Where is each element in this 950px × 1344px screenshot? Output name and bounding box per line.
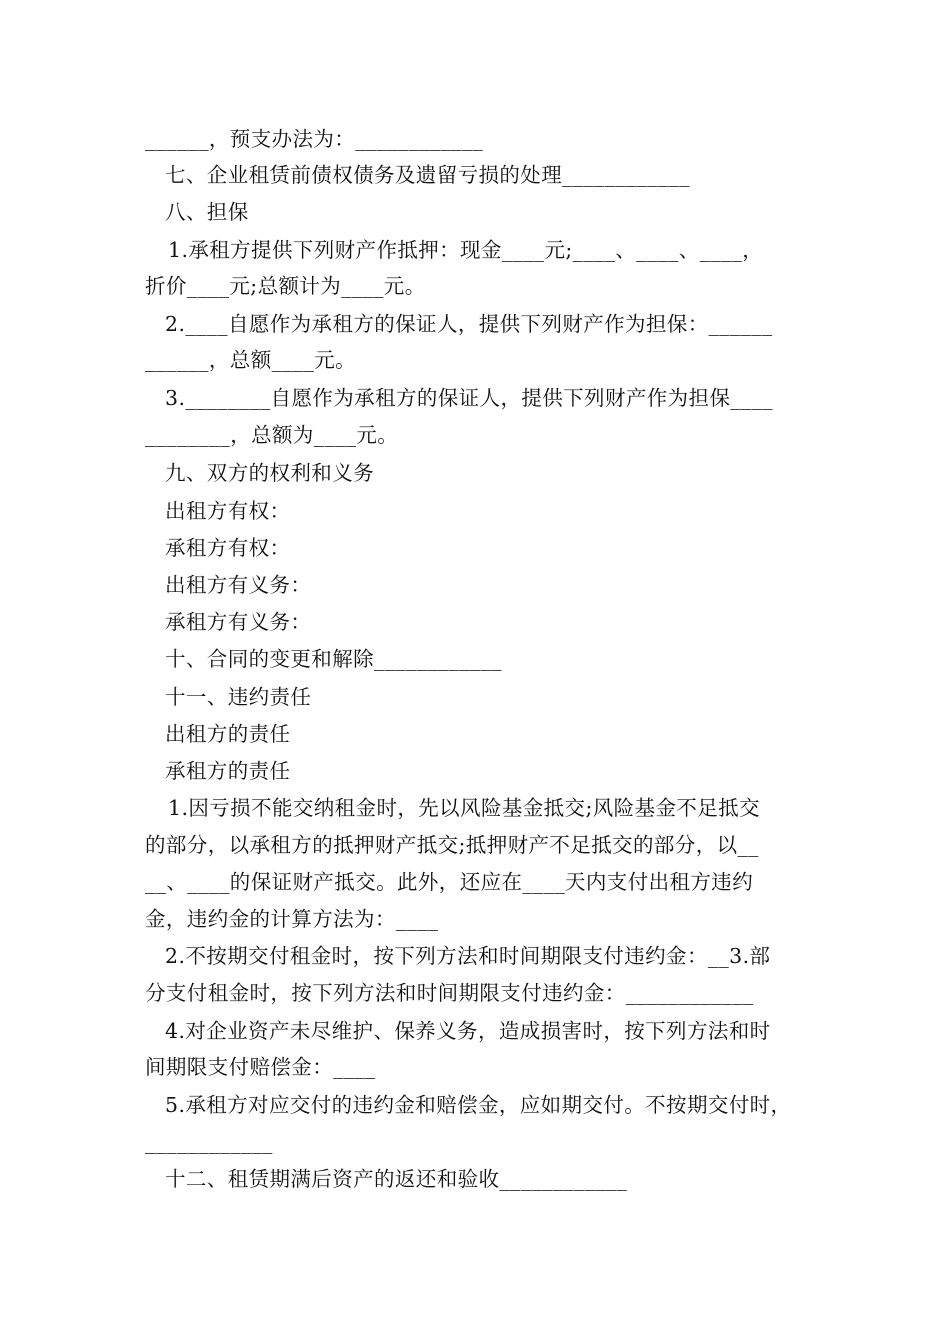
liability-item-5: 5.承租方对应交付的违约金和赔偿金，应如期交付。不按期交付时，	[165, 1093, 792, 1117]
lessor-rights: 出租方有权：	[165, 499, 291, 523]
text-line-prepay-method: ______，预支办法为：____________	[145, 127, 483, 151]
section-9-heading: 九、双方的权利和义务	[165, 461, 374, 485]
section-12-heading: 十二、租赁期满后资产的返还和验收____________	[165, 1167, 628, 1191]
section-10-heading: 十、合同的变更和解除____________	[165, 647, 502, 671]
lessee-obligations: 承租方有义务：	[165, 610, 312, 634]
section-11-heading: 十一、违约责任	[165, 685, 312, 709]
guarantee-item-3: 3.________自愿作为承租方的保证人，提供下列财产作为担保____	[165, 386, 773, 410]
section-8-heading: 八、担保	[165, 200, 249, 224]
liability-item-1-cont-3: 金，违约金的计算方法为：____	[145, 907, 439, 931]
liability-item-3-cont: 分支付租金时，按下列方法和时间期限支付违约金：____________	[145, 981, 754, 1005]
guarantee-item-2: 2.____自愿作为承租方的保证人，提供下列财产作为担保：______	[165, 312, 773, 336]
guarantee-item-1: 1.承租方提供下列财产作抵押：现金____元;____、____、____，	[168, 238, 764, 262]
lessor-obligations: 出租方有义务：	[165, 573, 312, 597]
lessee-rights: 承租方有权：	[165, 536, 291, 560]
guarantee-item-2-cont: ______，总额____元。	[145, 348, 356, 372]
liability-item-5-cont: ____________	[145, 1130, 273, 1154]
guarantee-item-1-cont: 折价____元;总额计为____元。	[145, 274, 426, 298]
liability-item-1: 1.因亏损不能交纳租金时，先以风险基金抵交;风险基金不足抵交	[168, 796, 760, 820]
liability-item-4: 4.对企业资产未尽维护、保养义务，造成损害时，按下列方法和时	[165, 1019, 771, 1043]
section-7-heading: 七、企业租赁前债权债务及遗留亏损的处理____________	[165, 163, 690, 187]
lessee-liability: 承租方的责任	[165, 759, 291, 783]
guarantee-item-3-cont: ________，总额为____元。	[145, 423, 399, 447]
liability-item-4-cont: 间期限支付赔偿金：____	[145, 1055, 376, 1079]
lessor-liability: 出租方的责任	[165, 722, 291, 746]
liability-item-2: 2.不按期交付租金时，按下列方法和时间期限支付违约金：__3.部	[165, 944, 771, 968]
liability-item-1-cont-2: __、____的保证财产抵交。此外，还应在____天内支付出租方违约	[145, 870, 754, 894]
liability-item-1-cont-1: 的部分，以承租方的抵押财产抵交;抵押财产不足抵交的部分，以__	[145, 833, 759, 857]
